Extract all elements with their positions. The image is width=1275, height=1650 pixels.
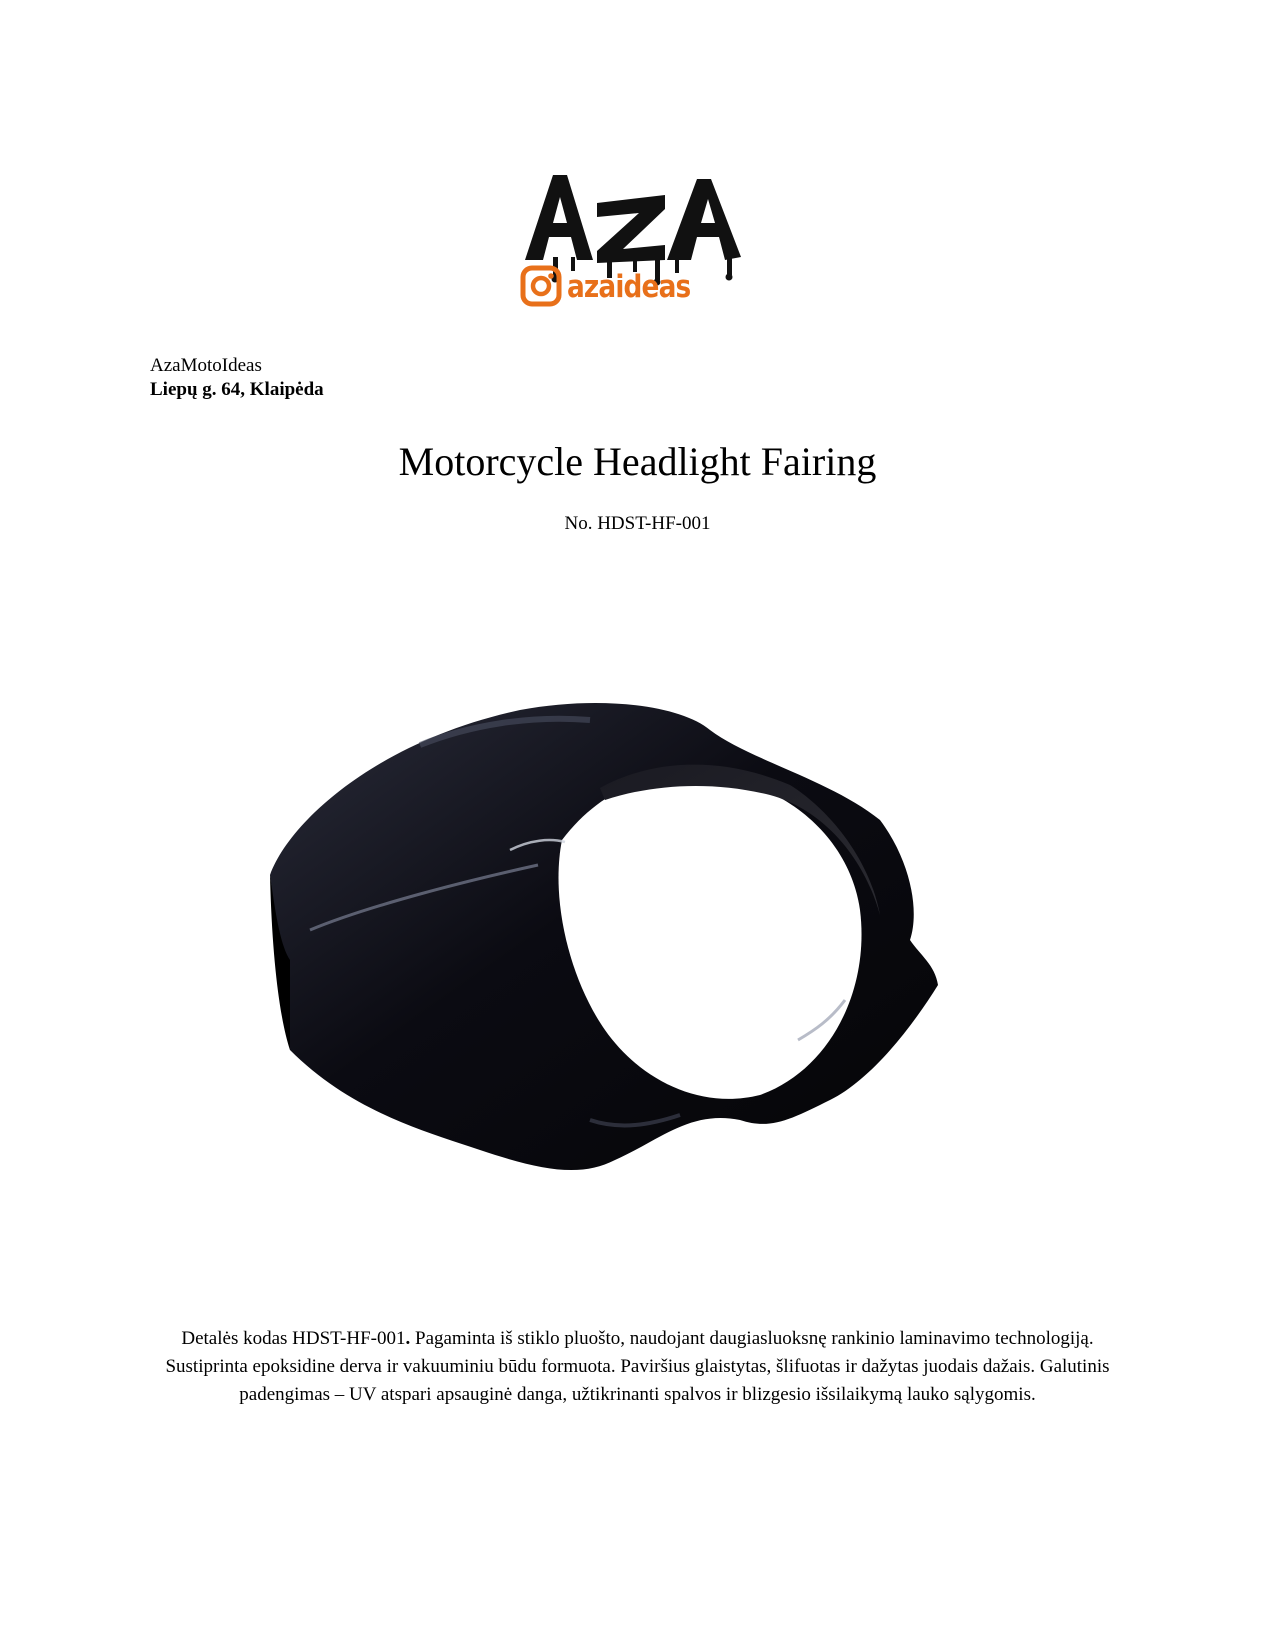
- description-lead: Detalės kodas HDST-HF-001: [181, 1328, 406, 1349]
- company-address: Liepų g. 64, Klaipėda: [150, 379, 324, 400]
- company-name: AzaMotoIdeas: [150, 355, 262, 376]
- part-number: No. HDST-HF-001: [564, 513, 711, 534]
- brand-logo: [515, 165, 755, 320]
- document-title: Motorcycle Headlight Fairing: [398, 439, 877, 484]
- description-body: Pagaminta iš stiklo pluošto, naudojant daugiasluoksnę rankinio laminavimo technologiją. Sustiprinta epoksidine derva ir vakuuminiu būdu formuota. Paviršius glaistytas, šlifuotas ir dažytas juodais dažais. Galutinis padengimas – UV atspari apsauginė danga, užtikrinanti spalvos ir blizgesio išsilaikymą lauko sąlygomis.: [165, 1328, 1110, 1405]
- description-lead-dot: .: [405, 1328, 411, 1349]
- product-description: [160, 1325, 1115, 1409]
- product-image: [270, 700, 990, 1220]
- instagram-handle: azaideas: [567, 269, 691, 305]
- headlight-fairing-photo: [270, 700, 990, 1220]
- company-block: [150, 354, 324, 402]
